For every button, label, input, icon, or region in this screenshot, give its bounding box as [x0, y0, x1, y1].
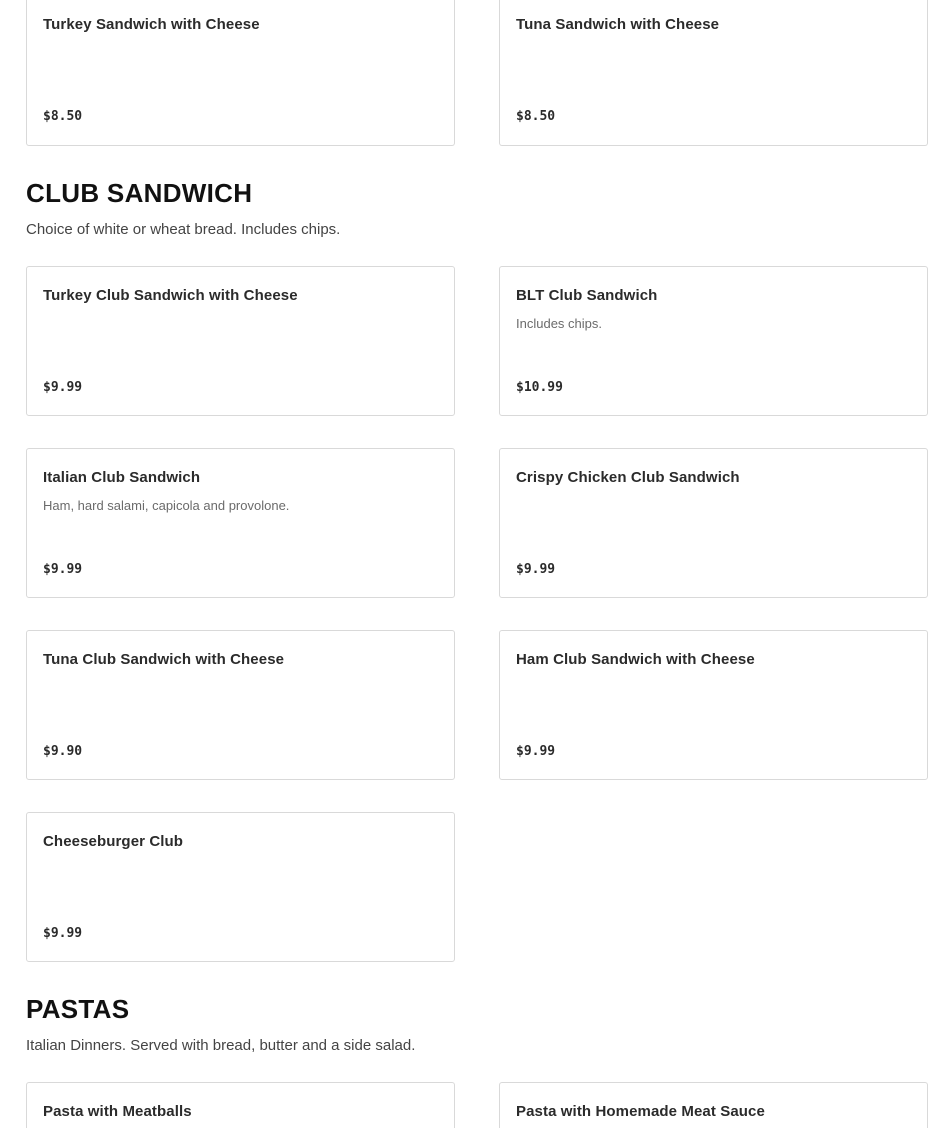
- menu-item-card[interactable]: [26, 812, 455, 962]
- menu-item-card[interactable]: [26, 0, 455, 146]
- sandwich-items-grid: [26, 0, 928, 146]
- section-title-club-sandwich: CLUB SANDWICH: [26, 178, 253, 208]
- menu-item-card[interactable]: [26, 630, 455, 780]
- menu-item-description: Includes chips.: [516, 316, 602, 331]
- menu-item-price: $9.99: [43, 380, 83, 395]
- menu-item-price: $9.99: [43, 562, 83, 577]
- menu-item-price: $9.99: [516, 562, 556, 577]
- menu-item-name: Ham Club Sandwich with Cheese: [516, 651, 755, 668]
- menu-item-name: Crispy Chicken Club Sandwich: [516, 469, 740, 486]
- pastas-items-grid: [26, 1082, 928, 1128]
- menu-item-card[interactable]: [499, 448, 928, 598]
- menu-item-price: $9.90: [43, 744, 83, 759]
- menu-item-name: Tuna Sandwich with Cheese: [516, 16, 720, 33]
- section-title-pastas: PASTAS: [26, 994, 130, 1024]
- section-description-club-sandwich: Choice of white or wheat bread. Includes chips.: [26, 221, 341, 238]
- menu-item-name: Italian Club Sandwich: [43, 469, 201, 486]
- menu-item-card[interactable]: [26, 1082, 455, 1128]
- section-description-pastas: Italian Dinners. Served with bread, butter and a side salad.: [26, 1037, 416, 1054]
- menu-item-description: Ham, hard salami, capicola and provolone.: [43, 498, 290, 513]
- menu-item-card[interactable]: [499, 266, 928, 416]
- menu-item-card[interactable]: [499, 630, 928, 780]
- club-sandwich-items-grid: [26, 266, 928, 962]
- menu-item-name: Pasta with Meatballs: [43, 1103, 192, 1120]
- menu-item-name: Pasta with Homemade Meat Sauce: [516, 1103, 765, 1120]
- menu-item-card[interactable]: [26, 448, 455, 598]
- menu-item-name: Turkey Sandwich with Cheese: [43, 16, 260, 33]
- menu-item-card[interactable]: [499, 0, 928, 146]
- menu-item-name: Tuna Club Sandwich with Cheese: [43, 651, 285, 668]
- menu-item-name: BLT Club Sandwich: [516, 287, 658, 304]
- menu-item-card[interactable]: [499, 1082, 928, 1128]
- menu-item-card[interactable]: [26, 266, 455, 416]
- menu-item-name: Cheeseburger Club: [43, 833, 184, 850]
- menu-item-price: $9.99: [43, 926, 83, 941]
- menu-item-price: $8.50: [516, 109, 556, 124]
- menu-item-name: Turkey Club Sandwich with Cheese: [43, 287, 298, 304]
- menu-item-price: $10.99: [516, 380, 563, 395]
- menu-item-price: $8.50: [43, 109, 83, 124]
- menu-item-price: $9.99: [516, 744, 556, 759]
